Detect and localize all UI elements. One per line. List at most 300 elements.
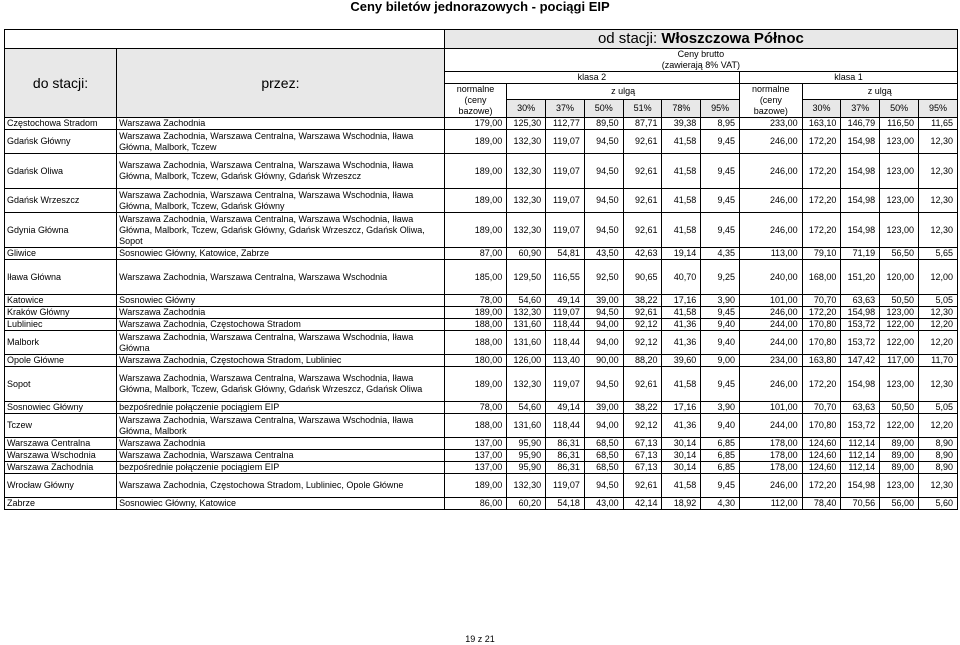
price-cell: 9,45 <box>701 213 740 248</box>
class2-normal-header: normalne (ceny bazowe) <box>444 84 507 118</box>
via-cell: Warszawa Zachodnia, Warszawa Centralna, Warszawa Wschodnia <box>117 260 445 295</box>
price-cell: 87,00 <box>444 248 507 260</box>
price-cell: 86,31 <box>546 462 585 474</box>
price-cell: 172,20 <box>802 213 841 248</box>
destination-cell: Gliwice <box>5 248 117 260</box>
pct-header: 50% <box>880 100 919 118</box>
table-row <box>5 319 958 331</box>
table-row <box>5 154 958 189</box>
table-row <box>5 367 958 402</box>
via-cell: Warszawa Zachodnia, Warszawa Centralna, Warszawa Wschodnia, Iława Główna, Malbork, Tczew, Gdańsk Główny, Gdańsk Wrzeszcz, Gdańsk Oliwa <box>117 367 445 402</box>
price-cell: 9,25 <box>701 260 740 295</box>
price-cell: 118,44 <box>546 414 585 438</box>
price-cell: 118,44 <box>546 319 585 331</box>
price-cell: 41,36 <box>662 414 701 438</box>
price-cell: 41,58 <box>662 307 701 319</box>
destination-cell: Malbork <box>5 331 117 355</box>
price-cell: 178,00 <box>740 450 803 462</box>
price-cell: 137,00 <box>444 438 507 450</box>
via-cell: Warszawa Zachodnia, Warszawa Centralna <box>117 450 445 462</box>
price-cell: 49,14 <box>546 402 585 414</box>
price-cell: 9,40 <box>701 331 740 355</box>
price-cell: 246,00 <box>740 474 803 498</box>
price-cell: 87,71 <box>623 118 662 130</box>
price-cell: 153,72 <box>841 331 880 355</box>
price-cell: 188,00 <box>444 331 507 355</box>
price-cell: 112,14 <box>841 450 880 462</box>
price-cell: 12,30 <box>918 130 957 154</box>
price-cell: 41,58 <box>662 474 701 498</box>
via-cell: Warszawa Zachodnia <box>117 118 445 130</box>
price-cell: 113,00 <box>740 248 803 260</box>
via-cell: Warszawa Zachodnia, Warszawa Centralna, Warszawa Wschodnia, Iława Główna <box>117 331 445 355</box>
from-station-header <box>444 30 957 49</box>
table-row <box>5 474 958 498</box>
table-row <box>5 307 958 319</box>
price-cell: 41,36 <box>662 319 701 331</box>
pct-header: 30% <box>802 100 841 118</box>
table-row <box>5 498 958 510</box>
price-cell: 129,50 <box>507 260 546 295</box>
price-cell: 89,00 <box>880 450 919 462</box>
table-row <box>5 402 958 414</box>
price-note: Ceny brutto (zawierają 8% VAT) <box>444 49 957 72</box>
price-cell: 68,50 <box>584 438 623 450</box>
price-cell: 95,90 <box>507 438 546 450</box>
destination-cell: Wrocław Główny <box>5 474 117 498</box>
price-cell: 8,95 <box>701 118 740 130</box>
price-cell: 131,60 <box>507 331 546 355</box>
price-cell: 9,40 <box>701 414 740 438</box>
price-cell: 11,70 <box>918 355 957 367</box>
price-cell: 6,85 <box>701 462 740 474</box>
price-cell: 137,00 <box>444 462 507 474</box>
table-row <box>5 118 958 130</box>
price-cell: 124,60 <box>802 462 841 474</box>
destination-cell: Katowice <box>5 295 117 307</box>
table-row <box>5 189 958 213</box>
price-cell: 54,60 <box>507 402 546 414</box>
price-cell: 132,30 <box>507 367 546 402</box>
price-cell: 123,00 <box>880 154 919 189</box>
price-cell: 132,30 <box>507 474 546 498</box>
price-cell: 12,20 <box>918 414 957 438</box>
price-cell: 17,16 <box>662 402 701 414</box>
price-cell: 189,00 <box>444 474 507 498</box>
price-cell: 244,00 <box>740 319 803 331</box>
price-cell: 189,00 <box>444 367 507 402</box>
price-cell: 123,00 <box>880 307 919 319</box>
price-cell: 125,30 <box>507 118 546 130</box>
class1-normal-header: normalne (ceny bazowe) <box>740 84 803 118</box>
price-cell: 154,98 <box>841 307 880 319</box>
destination-cell: Gdańsk Główny <box>5 130 117 154</box>
pct-header: 78% <box>662 100 701 118</box>
price-cell: 163,80 <box>802 355 841 367</box>
via-cell: bezpośrednie połączenie pociągiem EIP <box>117 402 445 414</box>
price-cell: 246,00 <box>740 213 803 248</box>
via-cell: Warszawa Zachodnia, Częstochowa Stradom <box>117 319 445 331</box>
via-cell: bezpośrednie połączenie pociągiem EIP <box>117 462 445 474</box>
price-cell: 18,92 <box>662 498 701 510</box>
price-cell: 188,00 <box>444 414 507 438</box>
price-cell: 9,45 <box>701 189 740 213</box>
price-cell: 54,60 <box>507 295 546 307</box>
price-cell: 9,45 <box>701 367 740 402</box>
price-cell: 123,00 <box>880 130 919 154</box>
price-cell: 86,31 <box>546 438 585 450</box>
via-cell: Sosnowiec Główny, Katowice <box>117 498 445 510</box>
price-cell: 8,90 <box>918 438 957 450</box>
destination-cell: Sosnowiec Główny <box>5 402 117 414</box>
price-cell: 39,60 <box>662 355 701 367</box>
price-cell: 4,35 <box>701 248 740 260</box>
from-prefix: od stacji: <box>597 30 658 47</box>
from-station: Włoszczowa Północ <box>661 30 804 47</box>
price-cell: 154,98 <box>841 189 880 213</box>
price-cell: 124,60 <box>802 438 841 450</box>
price-cell: 11,65 <box>918 118 957 130</box>
price-cell: 185,00 <box>444 260 507 295</box>
price-cell: 119,07 <box>546 367 585 402</box>
via-cell: Sosnowiec Główny, Katowice, Zabrze <box>117 248 445 260</box>
price-cell: 94,50 <box>584 367 623 402</box>
price-cell: 119,07 <box>546 154 585 189</box>
price-cell: 41,58 <box>662 367 701 402</box>
price-cell: 92,61 <box>623 189 662 213</box>
price-cell: 9,45 <box>701 130 740 154</box>
via-cell: Warszawa Zachodnia, Warszawa Centralna, Warszawa Wschodnia, Iława Główna, Malbork, Tczew, Gdańsk Główny <box>117 189 445 213</box>
price-cell: 17,16 <box>662 295 701 307</box>
price-cell: 70,70 <box>802 402 841 414</box>
price-cell: 92,12 <box>623 319 662 331</box>
via-cell: Warszawa Zachodnia, Warszawa Centralna, Warszawa Wschodnia, Iława Główna, Malbork <box>117 414 445 438</box>
price-cell: 246,00 <box>740 367 803 402</box>
price-cell: 122,00 <box>880 319 919 331</box>
price-cell: 172,20 <box>802 130 841 154</box>
price-cell: 94,50 <box>584 213 623 248</box>
pct-header: 50% <box>584 100 623 118</box>
price-cell: 154,98 <box>841 367 880 402</box>
price-cell: 12,30 <box>918 213 957 248</box>
via-cell: Warszawa Zachodnia <box>117 438 445 450</box>
price-cell: 39,38 <box>662 118 701 130</box>
price-cell: 172,20 <box>802 307 841 319</box>
price-cell: 172,20 <box>802 189 841 213</box>
price-cell: 9,45 <box>701 307 740 319</box>
price-cell: 63,63 <box>841 295 880 307</box>
price-cell: 189,00 <box>444 189 507 213</box>
price-cell: 67,13 <box>623 438 662 450</box>
price-cell: 126,00 <box>507 355 546 367</box>
price-cell: 153,72 <box>841 319 880 331</box>
price-cell: 50,50 <box>880 295 919 307</box>
price-cell: 79,10 <box>802 248 841 260</box>
price-cell: 170,80 <box>802 414 841 438</box>
price-cell: 92,12 <box>623 331 662 355</box>
price-cell: 131,60 <box>507 414 546 438</box>
price-cell: 189,00 <box>444 154 507 189</box>
price-cell: 30,14 <box>662 450 701 462</box>
class2-header: klasa 2 <box>444 72 739 84</box>
destination-cell: Gdańsk Wrzeszcz <box>5 189 117 213</box>
table-body <box>5 118 958 510</box>
price-cell: 189,00 <box>444 307 507 319</box>
price-cell: 78,40 <box>802 498 841 510</box>
price-cell: 172,20 <box>802 474 841 498</box>
price-cell: 116,55 <box>546 260 585 295</box>
price-cell: 94,00 <box>584 319 623 331</box>
via-cell: Warszawa Zachodnia, Warszawa Centralna, Warszawa Wschodnia, Iława Główna, Malbork, Tczew, Gdańsk Główny, Gdańsk Wrzeszcz <box>117 154 445 189</box>
price-cell: 88,20 <box>623 355 662 367</box>
price-cell: 94,00 <box>584 414 623 438</box>
destination-cell: Warszawa Zachodnia <box>5 462 117 474</box>
price-cell: 153,72 <box>841 414 880 438</box>
document-title: Ceny biletów jednorazowych - pociągi EIP <box>350 0 610 14</box>
price-cell: 67,13 <box>623 450 662 462</box>
price-cell: 89,00 <box>880 438 919 450</box>
price-cell: 172,20 <box>802 154 841 189</box>
destination-cell: Gdańsk Oliwa <box>5 154 117 189</box>
table-row <box>5 450 958 462</box>
price-cell: 112,00 <box>740 498 803 510</box>
destination-cell: Kraków Główny <box>5 307 117 319</box>
price-cell: 12,00 <box>918 260 957 295</box>
price-cell: 94,50 <box>584 154 623 189</box>
price-cell: 12,20 <box>918 331 957 355</box>
price-cell: 95,90 <box>507 450 546 462</box>
price-cell: 154,98 <box>841 154 880 189</box>
price-cell: 12,30 <box>918 474 957 498</box>
price-cell: 163,10 <box>802 118 841 130</box>
pct-header: 51% <box>623 100 662 118</box>
price-cell: 12,30 <box>918 307 957 319</box>
price-cell: 19,14 <box>662 248 701 260</box>
price-cell: 9,45 <box>701 474 740 498</box>
price-cell: 123,00 <box>880 474 919 498</box>
price-cell: 131,60 <box>507 319 546 331</box>
pct-header: 37% <box>546 100 585 118</box>
price-cell: 54,81 <box>546 248 585 260</box>
price-cell: 42,63 <box>623 248 662 260</box>
price-cell: 92,61 <box>623 130 662 154</box>
price-cell: 67,13 <box>623 462 662 474</box>
price-cell: 132,30 <box>507 130 546 154</box>
price-cell: 189,00 <box>444 130 507 154</box>
price-cell: 6,85 <box>701 450 740 462</box>
price-cell: 132,30 <box>507 189 546 213</box>
price-cell: 147,42 <box>841 355 880 367</box>
price-cell: 92,61 <box>623 307 662 319</box>
destination-cell: Zabrze <box>5 498 117 510</box>
price-cell: 42,14 <box>623 498 662 510</box>
price-cell: 92,61 <box>623 154 662 189</box>
price-cell: 154,98 <box>841 213 880 248</box>
price-cell: 119,07 <box>546 130 585 154</box>
price-cell: 92,61 <box>623 367 662 402</box>
table-header <box>5 30 958 118</box>
to-station-header: do stacji: <box>5 49 117 118</box>
price-cell: 94,00 <box>584 331 623 355</box>
price-cell: 56,50 <box>880 248 919 260</box>
price-cell: 68,50 <box>584 450 623 462</box>
price-cell: 78,00 <box>444 402 507 414</box>
price-cell: 49,14 <box>546 295 585 307</box>
destination-cell: Iława Główna <box>5 260 117 295</box>
price-cell: 94,50 <box>584 474 623 498</box>
class1-discount-header: z ulgą <box>802 84 957 100</box>
table-row <box>5 331 958 355</box>
price-cell: 112,77 <box>546 118 585 130</box>
table-row <box>5 462 958 474</box>
price-cell: 92,12 <box>623 414 662 438</box>
price-cell: 68,50 <box>584 462 623 474</box>
destination-cell: Tczew <box>5 414 117 438</box>
price-cell: 132,30 <box>507 213 546 248</box>
table-row <box>5 295 958 307</box>
price-cell: 6,85 <box>701 438 740 450</box>
price-cell: 43,50 <box>584 248 623 260</box>
price-cell: 123,00 <box>880 189 919 213</box>
price-cell: 9,00 <box>701 355 740 367</box>
price-cell: 112,14 <box>841 438 880 450</box>
price-cell: 95,90 <box>507 462 546 474</box>
destination-cell: Gdynia Główna <box>5 213 117 248</box>
price-cell: 43,00 <box>584 498 623 510</box>
price-cell: 154,98 <box>841 130 880 154</box>
via-cell: Sosnowiec Główny <box>117 295 445 307</box>
pct-header: 37% <box>841 100 880 118</box>
price-cell: 41,36 <box>662 331 701 355</box>
price-cell: 246,00 <box>740 307 803 319</box>
price-cell: 172,20 <box>802 367 841 402</box>
price-cell: 94,50 <box>584 307 623 319</box>
price-cell: 137,00 <box>444 450 507 462</box>
price-cell: 50,50 <box>880 402 919 414</box>
price-cell: 60,90 <box>507 248 546 260</box>
price-cell: 178,00 <box>740 438 803 450</box>
price-table <box>4 29 958 510</box>
price-cell: 39,00 <box>584 295 623 307</box>
page-number: 19 z 21 <box>465 634 495 644</box>
price-cell: 12,30 <box>918 154 957 189</box>
price-cell: 9,45 <box>701 154 740 189</box>
price-cell: 94,50 <box>584 130 623 154</box>
table-row <box>5 248 958 260</box>
price-cell: 41,58 <box>662 154 701 189</box>
table-row <box>5 213 958 248</box>
price-cell: 94,50 <box>584 189 623 213</box>
price-cell: 244,00 <box>740 414 803 438</box>
price-cell: 5,60 <box>918 498 957 510</box>
price-cell: 154,98 <box>841 474 880 498</box>
price-cell: 244,00 <box>740 331 803 355</box>
price-cell: 119,07 <box>546 307 585 319</box>
price-cell: 41,58 <box>662 189 701 213</box>
price-cell: 12,30 <box>918 189 957 213</box>
price-cell: 188,00 <box>444 319 507 331</box>
price-cell: 122,00 <box>880 331 919 355</box>
price-cell: 92,50 <box>584 260 623 295</box>
price-cell: 8,90 <box>918 450 957 462</box>
price-cell: 92,61 <box>623 213 662 248</box>
price-cell: 12,30 <box>918 367 957 402</box>
price-cell: 5,05 <box>918 295 957 307</box>
pct-header: 95% <box>918 100 957 118</box>
price-cell: 8,90 <box>918 462 957 474</box>
price-cell: 89,50 <box>584 118 623 130</box>
price-cell: 63,63 <box>841 402 880 414</box>
destination-cell: Sopot <box>5 367 117 402</box>
table-row <box>5 438 958 450</box>
price-cell: 78,00 <box>444 295 507 307</box>
price-cell: 5,05 <box>918 402 957 414</box>
table-row <box>5 414 958 438</box>
price-cell: 3,90 <box>701 295 740 307</box>
price-cell: 117,00 <box>880 355 919 367</box>
price-cell: 132,30 <box>507 154 546 189</box>
price-cell: 90,00 <box>584 355 623 367</box>
price-cell: 38,22 <box>623 295 662 307</box>
price-cell: 170,80 <box>802 331 841 355</box>
price-cell: 151,20 <box>841 260 880 295</box>
price-cell: 189,00 <box>444 213 507 248</box>
price-cell: 41,58 <box>662 130 701 154</box>
via-cell: Warszawa Zachodnia, Częstochowa Stradom, Lubliniec <box>117 355 445 367</box>
price-cell: 178,00 <box>740 462 803 474</box>
price-cell: 70,56 <box>841 498 880 510</box>
destination-cell: Warszawa Wschodnia <box>5 450 117 462</box>
price-cell: 240,00 <box>740 260 803 295</box>
price-cell: 86,31 <box>546 450 585 462</box>
price-cell: 60,20 <box>507 498 546 510</box>
price-cell: 170,80 <box>802 319 841 331</box>
price-cell: 120,00 <box>880 260 919 295</box>
price-cell: 101,00 <box>740 402 803 414</box>
price-cell: 39,00 <box>584 402 623 414</box>
price-cell: 234,00 <box>740 355 803 367</box>
price-cell: 116,50 <box>880 118 919 130</box>
price-cell: 54,18 <box>546 498 585 510</box>
price-cell: 123,00 <box>880 213 919 248</box>
price-cell: 246,00 <box>740 189 803 213</box>
pct-header: 95% <box>701 100 740 118</box>
price-cell: 168,00 <box>802 260 841 295</box>
destination-cell: Częstochowa Stradom <box>5 118 117 130</box>
price-cell: 56,00 <box>880 498 919 510</box>
price-cell: 119,07 <box>546 474 585 498</box>
price-cell: 86,00 <box>444 498 507 510</box>
via-cell: Warszawa Zachodnia, Warszawa Centralna, Warszawa Wschodnia, Iława Główna, Malbork, Tczew <box>117 130 445 154</box>
price-cell: 30,14 <box>662 462 701 474</box>
destination-cell: Opole Główne <box>5 355 117 367</box>
price-cell: 246,00 <box>740 130 803 154</box>
price-cell: 124,60 <box>802 450 841 462</box>
price-cell: 101,00 <box>740 295 803 307</box>
price-cell: 90,65 <box>623 260 662 295</box>
via-header: przez: <box>117 49 445 118</box>
price-cell: 9,40 <box>701 319 740 331</box>
price-cell: 119,07 <box>546 213 585 248</box>
price-cell: 122,00 <box>880 414 919 438</box>
price-cell: 41,58 <box>662 213 701 248</box>
price-cell: 132,30 <box>507 307 546 319</box>
price-cell: 233,00 <box>740 118 803 130</box>
price-cell: 123,00 <box>880 367 919 402</box>
price-cell: 112,14 <box>841 462 880 474</box>
price-cell: 179,00 <box>444 118 507 130</box>
price-cell: 119,07 <box>546 189 585 213</box>
